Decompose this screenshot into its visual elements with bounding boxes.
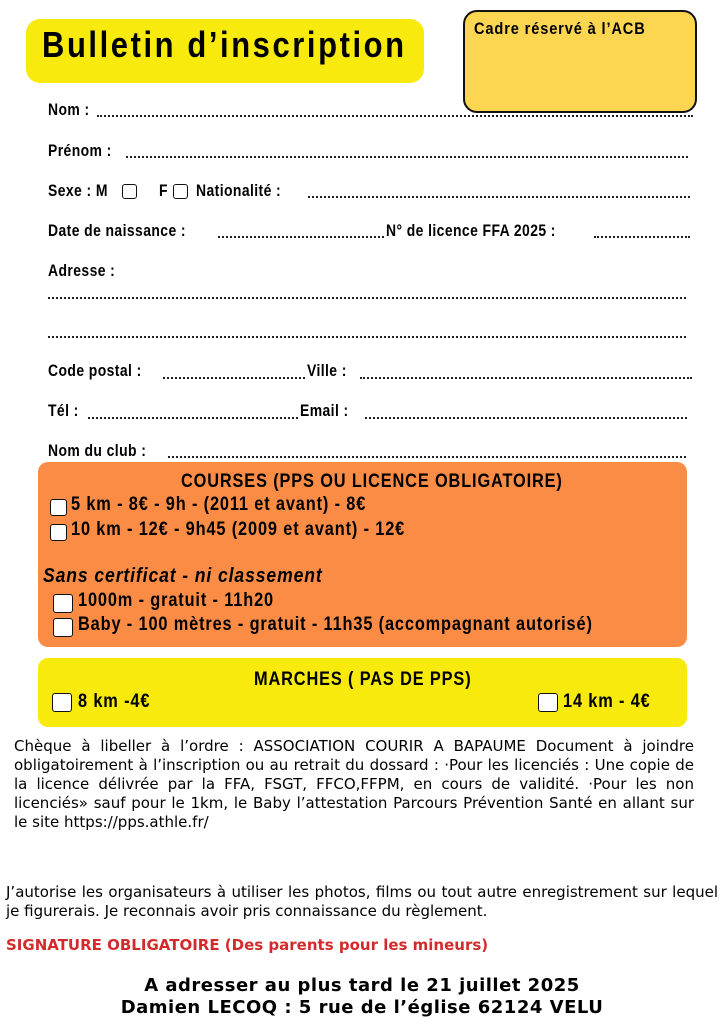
marche-8km-checkbox[interactable] [52, 693, 72, 712]
course-5km-label: 5 km - 8€ - 9h - (2011 et avant) - 8€ [71, 494, 367, 515]
tel-label: Tél : [48, 401, 79, 420]
payment-info-paragraph: Chèque à libeller à l’ordre : ASSOCIATION COURIR A BAPAUME Document à joindre obligatoirement à l’inscription ou au retrait du dossard : ·Pour les licenciés : Une copie de la licence délivrée par la FFA, FSGT, FFCO,FFPM, en cours de validité. ·Pour les non licenciés» sauf pour le 1km, le Baby l’attestation Parcours Prévention Santé en allant sur le site https://pps.athle.fr/ [14, 737, 694, 831]
course-baby-label: Baby - 100 mètres - gratuit - 11h35 (accompagnant autorisé) [78, 614, 593, 635]
nationalite-label: Nationalité : [196, 181, 282, 200]
course-10km-checkbox[interactable] [50, 524, 67, 541]
club-label: Nom du club : [48, 441, 147, 460]
prenom-field[interactable] [126, 156, 688, 158]
tel-field[interactable] [88, 417, 298, 419]
acb-reserved-label: Cadre réservé à l’ACB [474, 19, 646, 38]
sexe-label: Sexe : M [48, 181, 108, 200]
marches-title: MARCHES ( PAS DE PPS) [254, 669, 472, 690]
course-10km-label: 10 km - 12€ - 9h45 (2009 et avant) - 12€ [71, 519, 406, 540]
nom-label: Nom : [48, 100, 90, 119]
address-line: Damien LECOQ : 5 rue de l’église 62124 VELU [120, 997, 604, 1018]
signature-notice: SIGNATURE OBLIGATOIRE (Des parents pour les mineurs) [6, 936, 489, 954]
sexe-f-checkbox[interactable] [173, 184, 188, 199]
marche-8km-label: 8 km -4€ [78, 691, 151, 712]
adresse-field-line2[interactable] [48, 336, 686, 338]
date-naissance-field[interactable] [218, 236, 384, 238]
deadline-line: A adresser au plus tard le 21 juillet 2025 [144, 975, 580, 996]
course-1000m-checkbox[interactable] [53, 594, 73, 613]
email-label: Email : [300, 401, 349, 420]
email-field[interactable] [365, 417, 687, 419]
course-baby-checkbox[interactable] [53, 618, 73, 637]
sexe-m-checkbox[interactable] [122, 184, 137, 199]
code-postal-label: Code postal : [48, 361, 142, 380]
sans-certificat-heading: Sans certificat - ni classement [43, 565, 323, 587]
prenom-label: Prénom : [48, 141, 112, 160]
page-title: Bulletin d’inscription [42, 24, 407, 65]
licence-field[interactable] [594, 236, 690, 238]
sexe-f-label: F [159, 181, 168, 200]
code-postal-field[interactable] [163, 377, 305, 379]
adresse-label: Adresse : [48, 261, 116, 280]
date-naissance-label: Date de naissance : [48, 221, 186, 240]
ville-field[interactable] [360, 377, 692, 379]
course-5km-checkbox[interactable] [50, 499, 67, 516]
nom-field[interactable] [97, 115, 693, 117]
authorization-paragraph: J’autorise les organisateurs à utiliser les photos, films ou tout autre enregistrement sur lequel je figurerais. Je reconnais avoir pris connaissance du règlement. [6, 883, 718, 920]
nationalite-field[interactable] [308, 196, 690, 198]
club-field[interactable] [168, 456, 686, 458]
courses-title: COURSES (PPS OU LICENCE OBLIGATOIRE) [181, 471, 563, 492]
licence-label: N° de licence FFA 2025 : [386, 221, 556, 240]
marche-14km-checkbox[interactable] [538, 693, 558, 712]
marche-14km-label: 14 km - 4€ [563, 691, 651, 712]
ville-label: Ville : [307, 361, 347, 380]
adresse-field-line1[interactable] [48, 297, 686, 299]
course-1000m-label: 1000m - gratuit - 11h20 [78, 590, 274, 611]
